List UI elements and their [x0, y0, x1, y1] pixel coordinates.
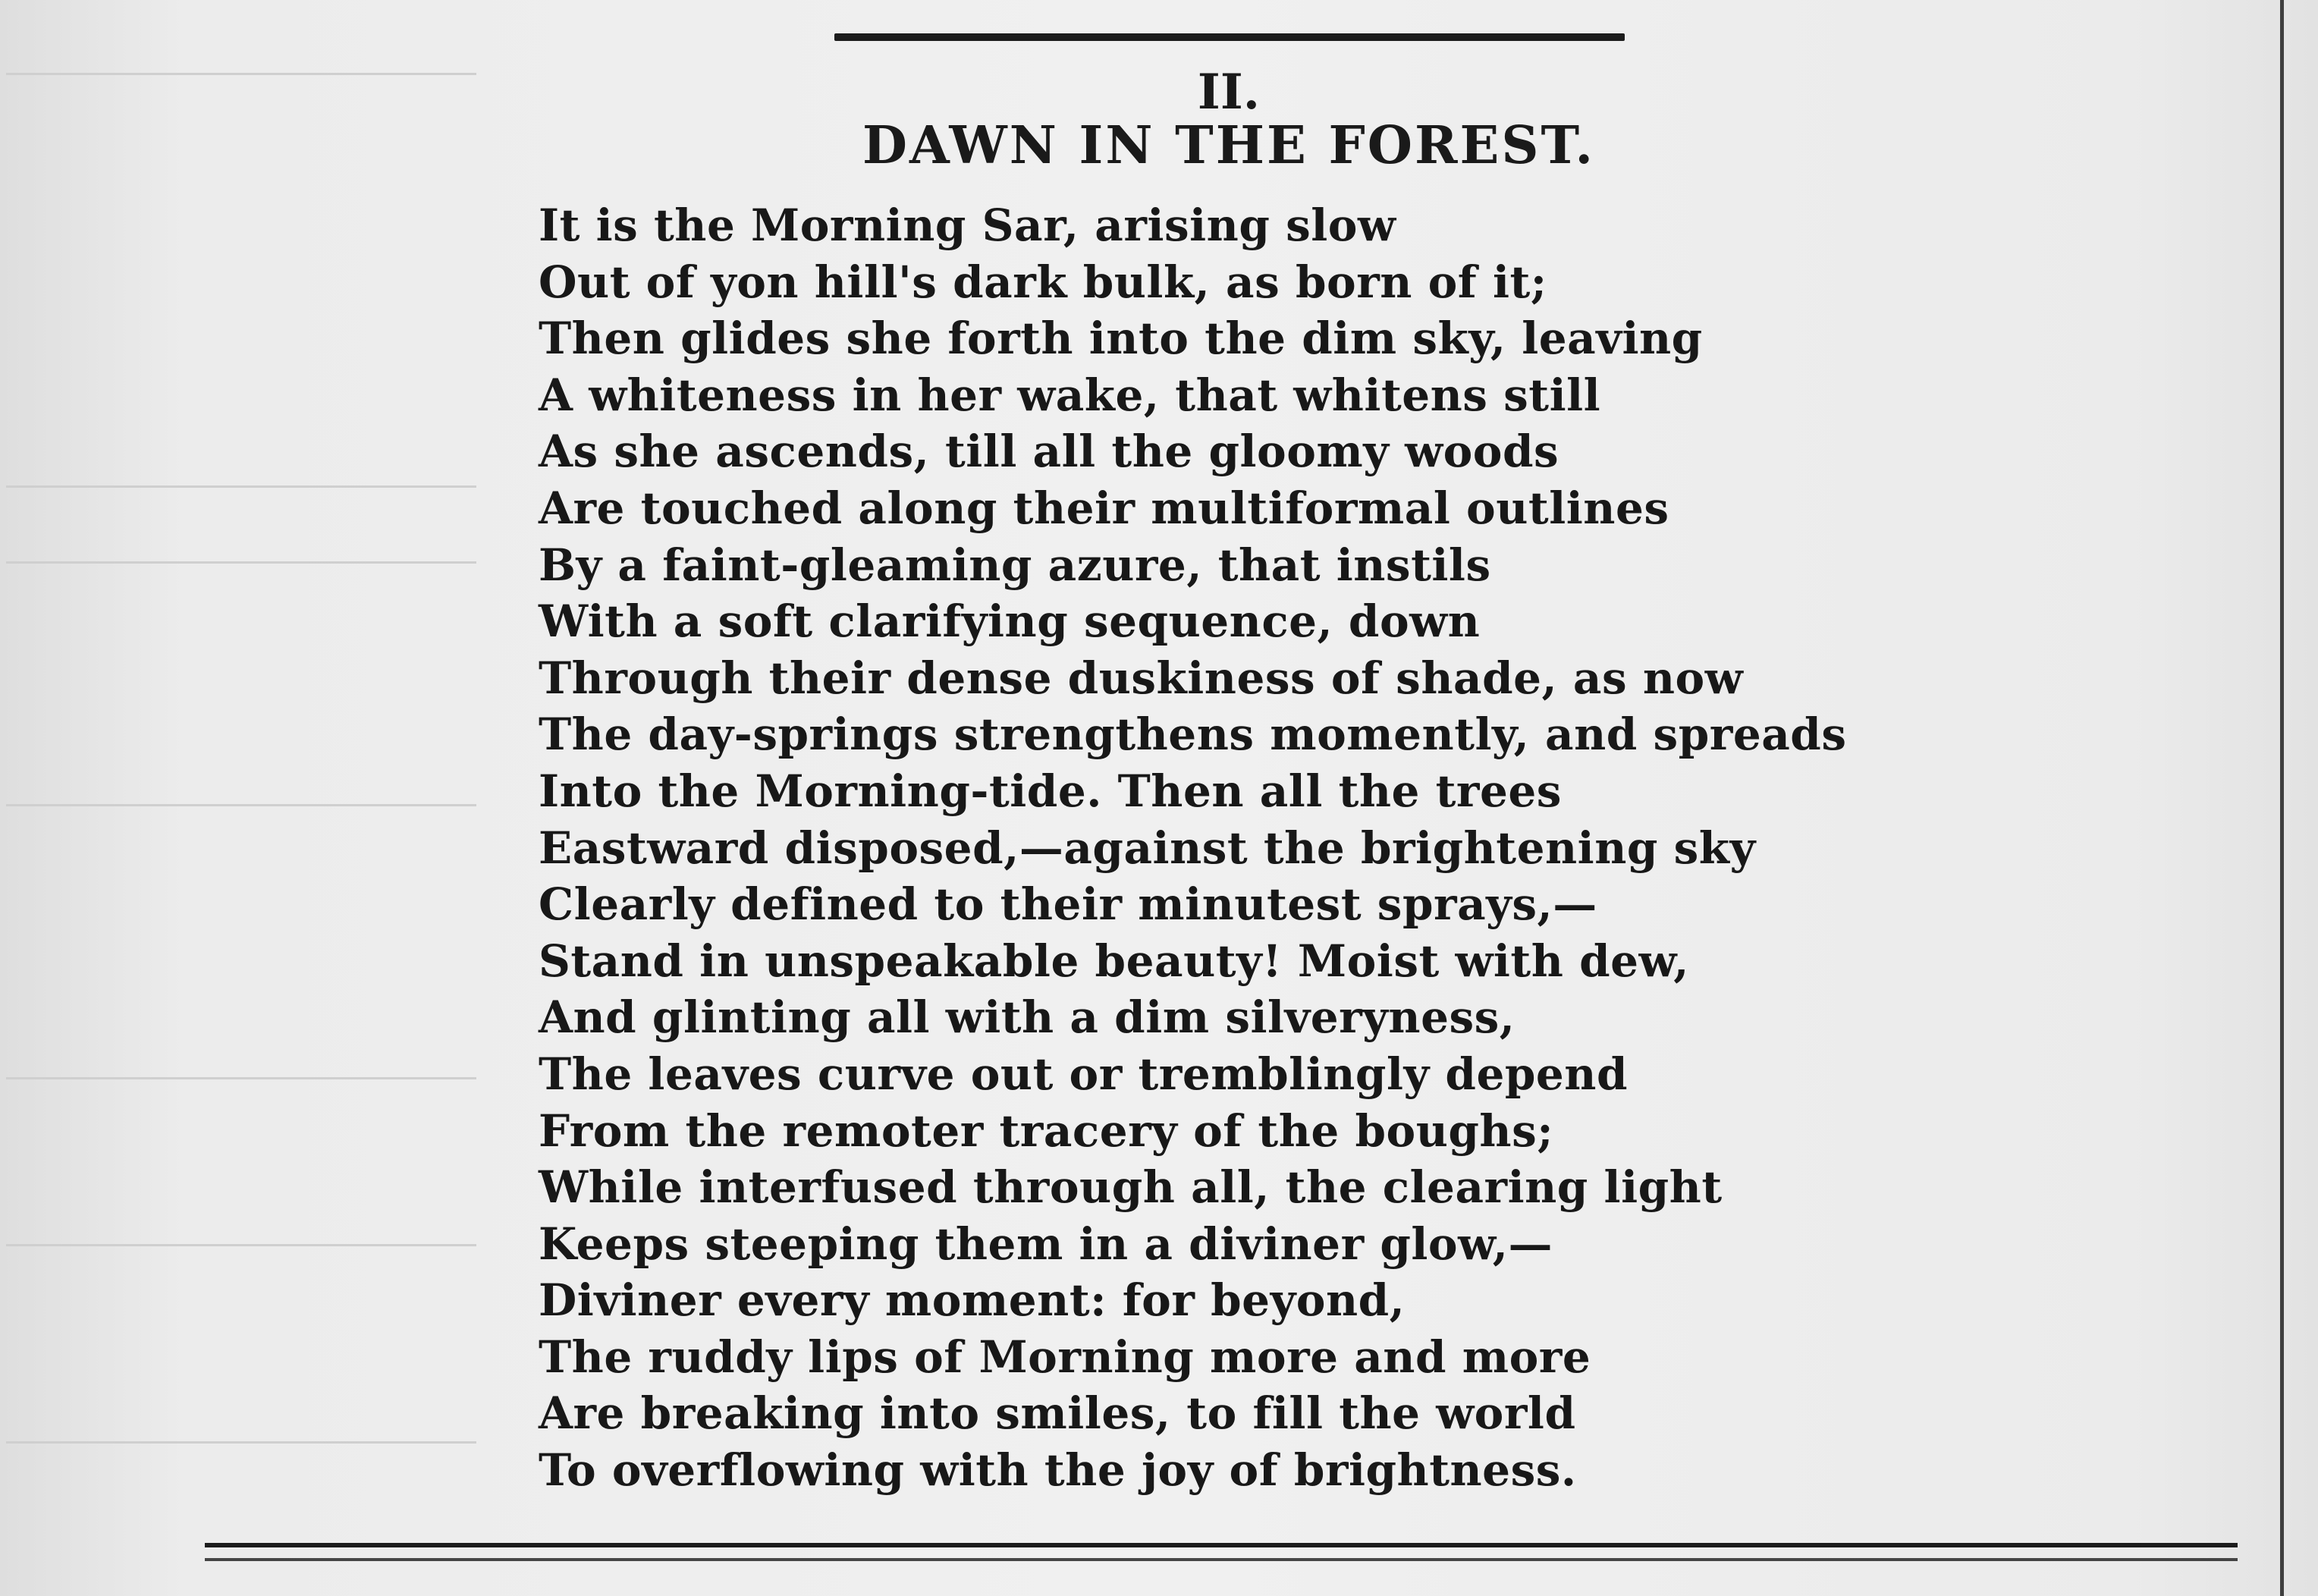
poem-line: Clearly defined to their minutest sprays,— [539, 878, 1597, 931]
faint-bleed-through [6, 73, 476, 75]
poem-line: Eastward disposed,—against the brightening sky [539, 822, 1756, 874]
poem-stanza [539, 197, 1965, 1499]
poem-line: By a faint-gleaming azure, that instils [539, 539, 1491, 591]
poem-line: From the remoter tracery of the boughs; [539, 1104, 1554, 1157]
poem-line: The leaves curve out or tremblingly depend [539, 1048, 1629, 1100]
column-rule [2280, 0, 2284, 1596]
poem-line: Diviner every moment: for beyond, [539, 1274, 1406, 1327]
faint-bleed-through [6, 1077, 476, 1079]
poem-line: A whiteness in her wake, that whitens still [539, 369, 1601, 421]
poem-line: While interfused through all, the clearing light [539, 1161, 1723, 1214]
top-rule [834, 33, 1625, 41]
poem-line: The day-springs strengthens momently, and spreads [539, 708, 1847, 761]
poem-title: DAWN IN THE FOREST. [862, 115, 1595, 176]
poem-line: As she ascends, till all the gloomy woods [539, 426, 1559, 478]
faint-bleed-through [6, 1441, 476, 1444]
poem-line: It is the Morning Sar, arising slow [539, 200, 1396, 251]
faint-bleed-through [6, 561, 476, 564]
bottom-rule [205, 1558, 2238, 1561]
poem-line: Stand in unspeakable beauty! Moist with dew, [539, 935, 1689, 987]
poem-line: To overflowing with the joy of brightness. [539, 1444, 1577, 1497]
poem-line: Then glides she forth into the dim sky, leaving [539, 313, 1703, 365]
poem-line: Are breaking into smiles, to fill the world [539, 1387, 1576, 1440]
poem-line: Out of yon hill's dark bulk, as born of it; [539, 256, 1547, 308]
bottom-rule [205, 1543, 2238, 1547]
poem-line: Are touched along their multiformal outlines [539, 482, 1669, 534]
faint-bleed-through [6, 804, 476, 806]
poem-line: Through their dense duskiness of shade, as now [539, 652, 1744, 704]
poem-line: Into the Morning-tide. Then all the trees [539, 765, 1562, 817]
faint-bleed-through [6, 1244, 476, 1246]
section-numeral: II. [1197, 64, 1261, 121]
poem-line: Keeps steeping them in a diviner glow,— [539, 1217, 1553, 1270]
poem-line: With a soft clarifying sequence, down [539, 595, 1481, 648]
faint-bleed-through [6, 485, 476, 488]
poem-line: And glinting all with a dim silveryness, [539, 991, 1515, 1044]
poem-line: The ruddy lips of Morning more and more [539, 1331, 1591, 1383]
